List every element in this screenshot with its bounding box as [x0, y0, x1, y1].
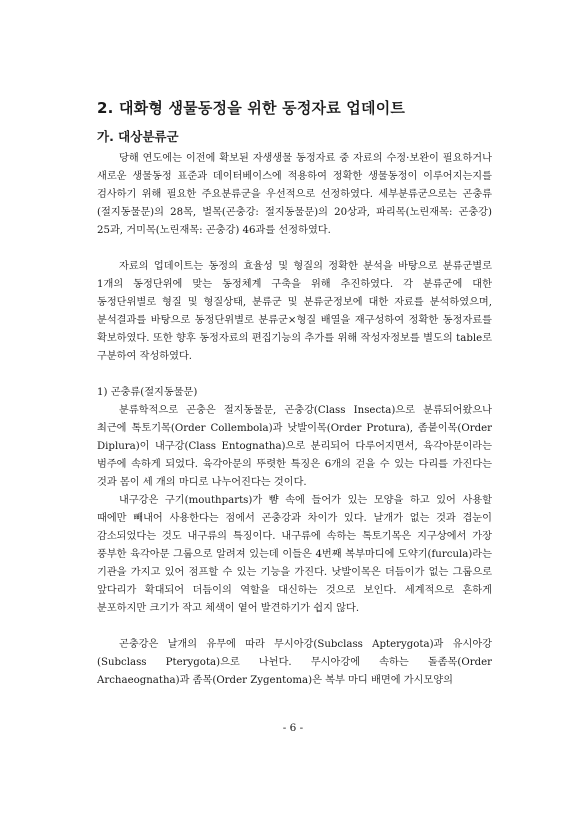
page-number: - 6 -: [282, 722, 304, 734]
paragraph-entognatha: 내구강은 구기(mouthparts)가 뺨 속에 들어가 있는 모양을 하고 있어 사용할 때에만 빼내어 사용한다는 점에서 곤충강과 차이가 있다. 날개가 없는 것과 겹눈이 감소되었다는 것도 내구류의 특징이다. 내구류에 속하는 톡토기목은 지구상에서 가장 풍부한 육각아문 그룹으로 알려져 있는데 이들은 4번째 복부마디에 도약기(furcula)라는 기관을 가지고 있어 점프할 수 있는 기능을 가진다. 낫발이목은 더듬이가 없는 그룹으로 앞다리가 확대되어 더듬이의 역할을 대신하는 것으로 보인다. 세계적으로 흔하게 분포하지만 크기가 작고 체색이 옅어 발견하기가 쉽지 않다.: [97, 495, 492, 614]
paragraph-insect-classification: 분류학적으로 곤충은 절지동물문, 곤충강(Class Insecta)으로 분류되어왔으나 최근에 톡토기목(Order Collembola)과 낫발이목(Order Protura), 좀붙이목(Order Diplura)이 내구강(Class Entognatha)으로 분리되어 다루어지면서, 육각아문이라는 범주에 속하게 되었다. 육각아문의 뚜렷한 특징은 6개의 걷을 수 있는 다리를 가진다는 것과 몸이 세 개의 마디로 나누어진다는 것이다.: [97, 405, 492, 488]
section-title: 2. 대화형 생물동정을 위한 동정자료 업데이트: [97, 99, 406, 117]
paragraph-data-update: 자료의 업데이트는 동정의 효율성 및 형질의 정확한 분석을 바탕으로 분류군별로 1개의 동정단위에 맞는 동정체계 구축을 위해 추진하였다. 각 분류군에 대한 동정단위별로 형질 및 형질상태, 분류군 및 분류군정보에 대한 자료를 분석하였으며, 분석결과를 바탕으로 동정단위별로 분류군×형질 배열을 재구성하여 정확한 동정자료를 확보하였다. 또한 향후 동정자료의 편집기능의 추가를 위해 작성자정보를 별도의 table로 구분하여 작성하였다.: [97, 261, 492, 362]
section-subtitle: 가. 대상분류군: [97, 129, 179, 144]
subsection-title: 1) 곤충류(절지동물문): [97, 387, 198, 398]
paragraph-insecta-subclasses: 곤충강은 날개의 유무에 따라 무시아강(Subclass Apterygota)과 유시아강(Subclass Pterygota)으로 나뉜다. 무시아강에 속하는 돌좀목(Order Archaeognatha)과 좀목(Order Zygentoma)은 복부 마디 배면에 가시모양의: [97, 639, 492, 686]
paragraph-target-taxa: 당해 연도에는 이전에 확보된 자생생물 동정자료 중 자료의 수정·보완이 필요하거나 새로운 생물동정 표준과 데이터베이스에 적용하여 정확한 생물동정이 이루어지는지를 검사하기 위해 필요한 주요분류군을 우선적으로 선정하였다. 세부분류군으로는 곤충류(절지동물문)의 28목, 벌목(곤충강: 절지동물문)의 20상과, 파리목(노린재목: 곤충강) 25과, 거미목(노린재목: 곤충강) 46과를 선정하였다.: [97, 153, 492, 236]
